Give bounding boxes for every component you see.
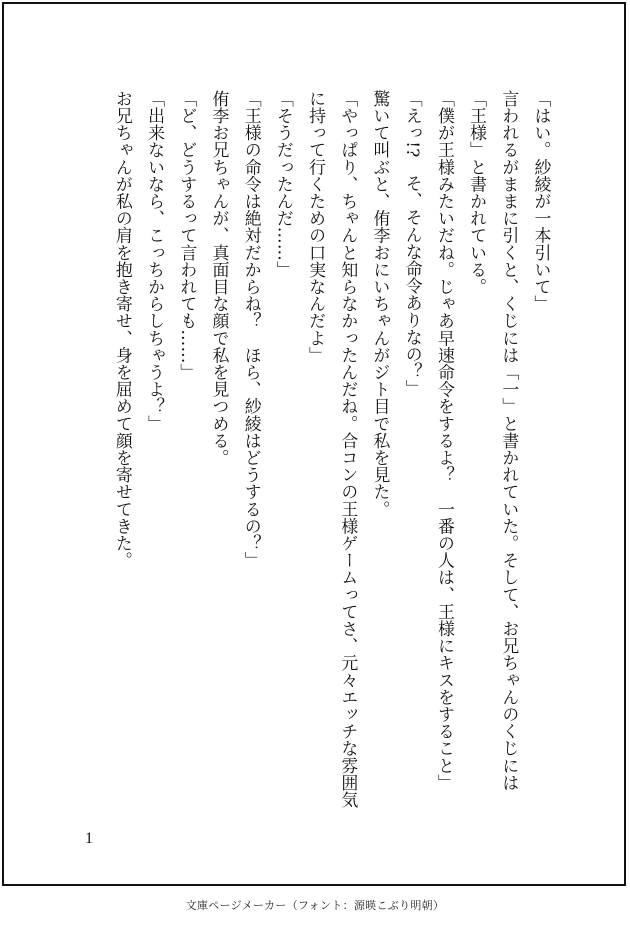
paragraph: 「出来ないなら、こっちからしちゃうよ？」 <box>145 90 166 432</box>
paragraph: 「そうだったんだ……」 <box>274 90 295 279</box>
paragraph: お兄ちゃんが私の肩を抱き寄せ、身を屈めて顔を寄せてきた。 <box>113 90 134 569</box>
paragraph: 「ど、どうするって言われても……」 <box>177 90 198 381</box>
paragraph: 言われるがままに引くと、くじには「一」と書かれていた。そして、お兄ちゃんのくじには「王様」と書かれている。 <box>467 90 520 792</box>
page-frame <box>2 2 626 886</box>
paragraph: 侑李お兄ちゃんが、真面目な顔で私を見つめる。 <box>209 90 230 467</box>
paragraph: 「僕が王様みたいだね。じゃあ早速命令をするよ？ 一番の人は、王様にキスをすること」 <box>435 90 456 792</box>
paragraph: 驚いて叫ぶと、侑李おにいちゃんがジト目で私を見た。 <box>370 90 391 518</box>
vertical-text-body <box>74 90 558 820</box>
paragraph: 「やっぱり、ちゃんと知らなかったんだね。合コンの王様ゲームってさ、元々エッチな雰囲気に持って行くための口実なんだよ」 <box>306 90 359 809</box>
paragraph: 「えっ!? そ、そんな命令ありなの？」 <box>403 90 424 397</box>
footer-caption: 文庫ページメーカー（フォント：源暎こぶり明朝） <box>185 899 445 912</box>
paragraph: 「はい。紗綾が一本引いて」 <box>532 90 552 313</box>
page-number: 1 <box>85 830 93 847</box>
paragraph: 「王様の命令は絶対だからね？ ほら、紗綾はどうするの？」 <box>242 90 263 569</box>
